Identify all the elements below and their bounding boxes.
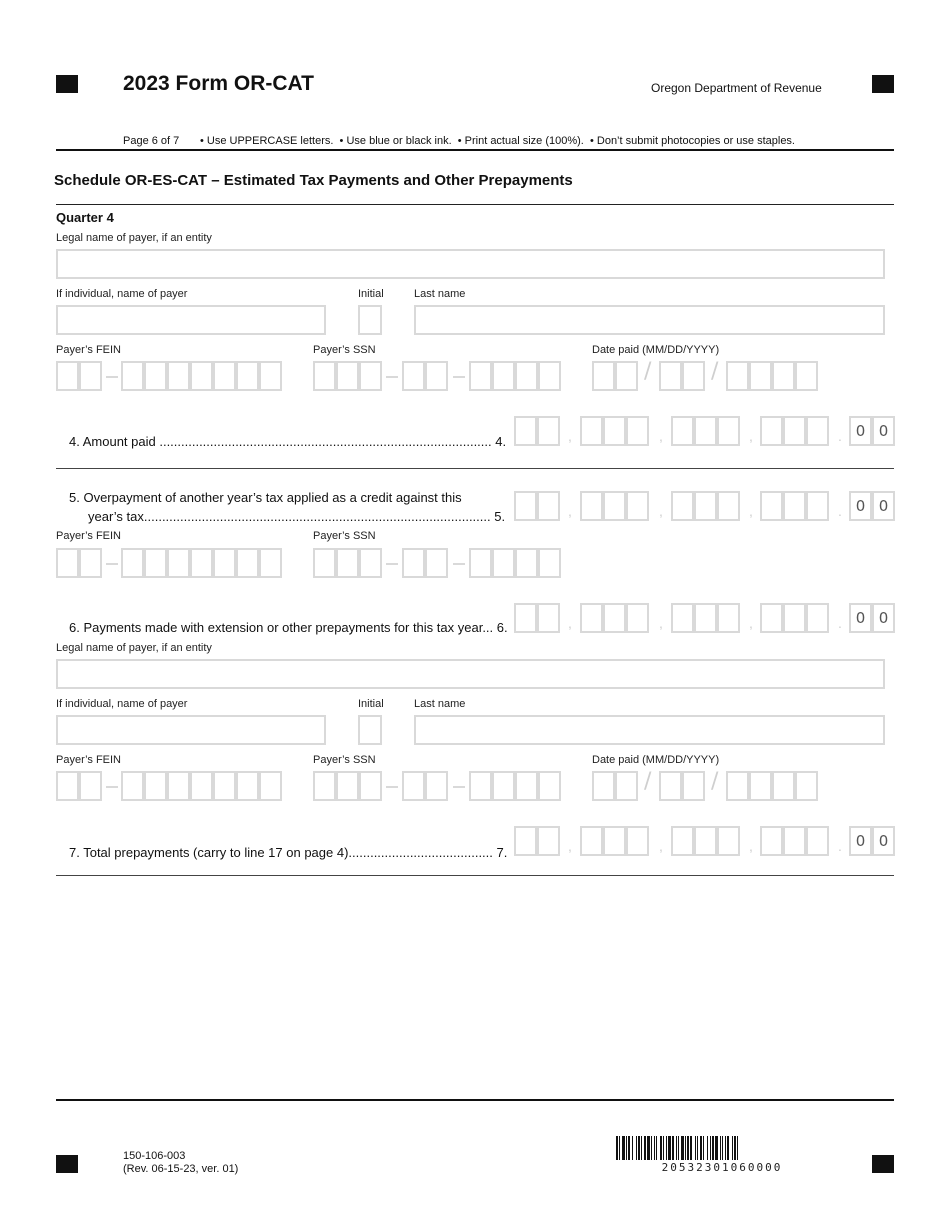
schedule-title: Schedule OR-ES-CAT – Estimated Tax Payments and Other Prepayments bbox=[54, 172, 573, 189]
individual-name-label: If individual, name of payer bbox=[56, 288, 188, 300]
barcode-bar bbox=[732, 1136, 733, 1160]
ssn-digit-box[interactable] bbox=[359, 548, 382, 578]
separator-dash bbox=[386, 786, 398, 788]
amount-digit-box[interactable] bbox=[514, 491, 537, 521]
barcode-bar bbox=[685, 1136, 686, 1160]
line-6-last-name-label: Last name bbox=[414, 698, 466, 710]
amount-digit-box[interactable] bbox=[694, 826, 717, 856]
registration-mark-bottom-left bbox=[56, 1155, 78, 1173]
barcode-bar bbox=[654, 1136, 655, 1160]
date-day-box[interactable] bbox=[682, 771, 705, 801]
cents-digit-box[interactable]: 0 bbox=[872, 603, 895, 633]
amount-digit-box[interactable] bbox=[717, 603, 740, 633]
thousands-separator: , bbox=[659, 838, 663, 854]
fein-digit-box[interactable] bbox=[121, 771, 144, 801]
amount-digit-box[interactable] bbox=[514, 603, 537, 633]
individual-name-field[interactable] bbox=[56, 305, 326, 335]
amount-digit-box[interactable] bbox=[760, 826, 783, 856]
line-6-individual-name-field[interactable] bbox=[56, 715, 326, 745]
fein-digit-box[interactable] bbox=[213, 361, 236, 391]
barcode-bar bbox=[737, 1136, 738, 1160]
separator-dash bbox=[386, 563, 398, 565]
date-year-box[interactable] bbox=[772, 361, 795, 391]
date-separator: / bbox=[644, 769, 652, 794]
barcode-bar bbox=[710, 1136, 711, 1160]
ssn-digit-box[interactable] bbox=[313, 771, 336, 801]
line-5-ssn-label: Payer’s SSN bbox=[313, 530, 376, 542]
thousands-separator: , bbox=[568, 838, 572, 854]
barcode-bar bbox=[632, 1136, 633, 1160]
barcode-bar bbox=[690, 1136, 692, 1160]
form-revision: (Rev. 06-15-23, ver. 01) bbox=[123, 1163, 239, 1175]
fein-digit-box[interactable] bbox=[79, 361, 102, 391]
decimal-point: . bbox=[838, 838, 842, 854]
barcode-bar bbox=[681, 1136, 684, 1160]
fein-digit-box[interactable] bbox=[144, 548, 167, 578]
line-5-label-2: year’s tax................................................................................................ 5. bbox=[88, 509, 506, 524]
barcode-bar bbox=[666, 1136, 667, 1160]
date-month-box[interactable] bbox=[615, 361, 638, 391]
ssn-digit-box[interactable] bbox=[336, 548, 359, 578]
separator-dash bbox=[453, 376, 465, 378]
amount-digit-box[interactable] bbox=[626, 826, 649, 856]
fein-digit-box[interactable] bbox=[213, 771, 236, 801]
barcode-bar bbox=[619, 1136, 620, 1160]
date-day-box[interactable] bbox=[659, 361, 682, 391]
separator-dash bbox=[106, 376, 118, 378]
barcode-bar bbox=[712, 1136, 714, 1160]
ssn-digit-box[interactable] bbox=[425, 771, 448, 801]
fein-digit-box[interactable] bbox=[144, 361, 167, 391]
amount-digit-box[interactable] bbox=[537, 603, 560, 633]
barcode-bar bbox=[703, 1136, 704, 1160]
date-paid-label: Date paid (MM/DD/YYYY) bbox=[592, 344, 720, 356]
amount-digit-box[interactable] bbox=[760, 603, 783, 633]
line-6-last-name-field[interactable] bbox=[414, 715, 885, 745]
barcode-bar bbox=[647, 1136, 650, 1160]
agency-name: Oregon Department of Revenue bbox=[651, 81, 822, 95]
fein-digit-box[interactable] bbox=[167, 361, 190, 391]
ssn-digit-box[interactable] bbox=[492, 771, 515, 801]
thousands-separator: , bbox=[659, 503, 663, 519]
ssn-digit-box[interactable] bbox=[313, 361, 336, 391]
barcode-bar bbox=[641, 1136, 642, 1160]
ssn-digit-box[interactable] bbox=[359, 771, 382, 801]
amount-digit-box[interactable] bbox=[603, 416, 626, 446]
barcode-bar bbox=[720, 1136, 721, 1160]
cents-digit-box[interactable]: 0 bbox=[872, 491, 895, 521]
amount-digit-box[interactable] bbox=[580, 603, 603, 633]
ssn-digit-box[interactable] bbox=[469, 548, 492, 578]
fein-digit-box[interactable] bbox=[213, 548, 236, 578]
ssn-digit-box[interactable] bbox=[515, 548, 538, 578]
ssn-digit-box[interactable] bbox=[336, 771, 359, 801]
amount-digit-box[interactable] bbox=[537, 826, 560, 856]
ssn-digit-box[interactable] bbox=[515, 771, 538, 801]
fein-digit-box[interactable] bbox=[190, 771, 213, 801]
quarter-heading: Quarter 4 bbox=[56, 210, 114, 225]
amount-digit-box[interactable] bbox=[806, 603, 829, 633]
fein-digit-box[interactable] bbox=[56, 548, 79, 578]
amount-digit-box[interactable] bbox=[603, 826, 626, 856]
amount-digit-box[interactable] bbox=[694, 491, 717, 521]
last-name-field[interactable] bbox=[414, 305, 885, 335]
fein-digit-box[interactable] bbox=[190, 548, 213, 578]
amount-digit-box[interactable] bbox=[783, 416, 806, 446]
cents-digit-box[interactable]: 0 bbox=[849, 826, 872, 856]
thousands-separator: , bbox=[749, 838, 753, 854]
barcode-bar bbox=[644, 1136, 646, 1160]
barcode-bar bbox=[636, 1136, 637, 1160]
barcode-bar bbox=[725, 1136, 726, 1160]
barcode-bar bbox=[628, 1136, 630, 1160]
separator-dash bbox=[453, 786, 465, 788]
barcode-bar bbox=[676, 1136, 677, 1160]
barcode-bar bbox=[616, 1136, 618, 1160]
decimal-point: . bbox=[838, 615, 842, 631]
barcode-image bbox=[616, 1136, 828, 1160]
thousands-separator: , bbox=[749, 615, 753, 631]
separator-dash bbox=[106, 786, 118, 788]
line-6-legal-name-field[interactable] bbox=[56, 659, 885, 689]
line-4-rule bbox=[56, 468, 894, 469]
amount-digit-box[interactable] bbox=[806, 826, 829, 856]
date-year-box[interactable] bbox=[772, 771, 795, 801]
amount-digit-box[interactable] bbox=[783, 603, 806, 633]
barcode-bar bbox=[663, 1136, 664, 1160]
thousands-separator: , bbox=[659, 428, 663, 444]
registration-mark-top-left bbox=[56, 75, 78, 93]
barcode-bar bbox=[651, 1136, 652, 1160]
registration-mark-top-right bbox=[872, 75, 894, 93]
ssn-digit-box[interactable] bbox=[425, 361, 448, 391]
barcode-bar bbox=[727, 1136, 729, 1160]
ssn-digit-box[interactable] bbox=[402, 771, 425, 801]
barcode-bar bbox=[622, 1136, 625, 1160]
separator-dash bbox=[453, 563, 465, 565]
thousands-separator: , bbox=[568, 428, 572, 444]
cents-digit-box[interactable]: 0 bbox=[872, 826, 895, 856]
fein-digit-box[interactable] bbox=[167, 771, 190, 801]
ssn-digit-box[interactable] bbox=[469, 771, 492, 801]
amount-digit-box[interactable] bbox=[694, 603, 717, 633]
ssn-digit-box[interactable] bbox=[402, 361, 425, 391]
ssn-digit-box[interactable] bbox=[492, 361, 515, 391]
amount-digit-box[interactable] bbox=[580, 416, 603, 446]
line-6-initial-field[interactable] bbox=[358, 715, 382, 745]
date-separator: / bbox=[644, 359, 652, 384]
line-6-date-paid-label: Date paid (MM/DD/YYYY) bbox=[592, 754, 720, 766]
barcode-bar bbox=[722, 1136, 723, 1160]
barcode-bar bbox=[626, 1136, 627, 1160]
amount-digit-box[interactable] bbox=[580, 491, 603, 521]
fein-digit-box[interactable] bbox=[167, 548, 190, 578]
amount-digit-box[interactable] bbox=[514, 416, 537, 446]
line-7-label: 7. Total prepayments (carry to line 17 on page 4)........................................ 7. bbox=[69, 845, 508, 860]
amount-digit-box[interactable] bbox=[671, 826, 694, 856]
line-6-label: 6. Payments made with extension or other prepayments for this tax year... 6. bbox=[69, 620, 508, 635]
fein-digit-box[interactable] bbox=[56, 771, 79, 801]
barcode-bar bbox=[707, 1136, 708, 1160]
date-separator: / bbox=[711, 359, 719, 384]
fein-digit-box[interactable] bbox=[259, 361, 282, 391]
barcode-bar bbox=[672, 1136, 674, 1160]
line-4-label: 4. Amount paid ............................................................................................ 4. bbox=[69, 434, 507, 449]
amount-digit-box[interactable] bbox=[783, 826, 806, 856]
line-7-rule bbox=[56, 875, 894, 876]
fein-digit-box[interactable] bbox=[236, 771, 259, 801]
amount-digit-box[interactable] bbox=[626, 416, 649, 446]
thousands-separator: , bbox=[749, 428, 753, 444]
ssn-digit-box[interactable] bbox=[313, 548, 336, 578]
date-month-box[interactable] bbox=[592, 771, 615, 801]
amount-digit-box[interactable] bbox=[806, 416, 829, 446]
date-separator: / bbox=[711, 769, 719, 794]
date-day-box[interactable] bbox=[659, 771, 682, 801]
cents-digit-box[interactable]: 0 bbox=[849, 491, 872, 521]
cents-digit-box[interactable]: 0 bbox=[872, 416, 895, 446]
barcode-bar bbox=[715, 1136, 718, 1160]
amount-digit-box[interactable] bbox=[717, 416, 740, 446]
barcode-bar bbox=[695, 1136, 696, 1160]
amount-digit-box[interactable] bbox=[717, 491, 740, 521]
decimal-point: . bbox=[838, 503, 842, 519]
barcode-bar bbox=[734, 1136, 736, 1160]
initial-label: Initial bbox=[358, 288, 384, 300]
line-6-fein-label: Payer’s FEIN bbox=[56, 754, 122, 766]
instructions: • Use UPPERCASE letters. • Use blue or black ink. • Print actual size (100%). • Don’t submit photocopies or use staples. bbox=[200, 135, 795, 147]
ssn-digit-box[interactable] bbox=[359, 361, 382, 391]
amount-digit-box[interactable] bbox=[671, 603, 694, 633]
amount-digit-box[interactable] bbox=[671, 416, 694, 446]
barcode-bar bbox=[660, 1136, 662, 1160]
amount-digit-box[interactable] bbox=[580, 826, 603, 856]
amount-digit-box[interactable] bbox=[603, 603, 626, 633]
ssn-digit-box[interactable] bbox=[469, 361, 492, 391]
barcode-bar bbox=[687, 1136, 689, 1160]
amount-digit-box[interactable] bbox=[694, 416, 717, 446]
cents-digit-box[interactable]: 0 bbox=[849, 416, 872, 446]
fein-digit-box[interactable] bbox=[259, 548, 282, 578]
ssn-digit-box[interactable] bbox=[538, 548, 561, 578]
thousands-separator: , bbox=[749, 503, 753, 519]
schedule-rule bbox=[56, 204, 894, 205]
fein-digit-box[interactable] bbox=[259, 771, 282, 801]
fein-label: Payer’s FEIN bbox=[56, 344, 122, 356]
header-rule bbox=[56, 149, 894, 151]
fein-digit-box[interactable] bbox=[79, 548, 102, 578]
fein-digit-box[interactable] bbox=[236, 548, 259, 578]
thousands-separator: , bbox=[568, 615, 572, 631]
page-info: Page 6 of 7 bbox=[123, 135, 180, 147]
legal-name-label: Legal name of payer, if an entity bbox=[56, 232, 212, 244]
separator-dash bbox=[106, 563, 118, 565]
date-month-box[interactable] bbox=[615, 771, 638, 801]
amount-digit-box[interactable] bbox=[671, 491, 694, 521]
date-year-box[interactable] bbox=[795, 361, 818, 391]
amount-digit-box[interactable] bbox=[626, 603, 649, 633]
legal-name-field[interactable] bbox=[56, 249, 885, 279]
date-year-box[interactable] bbox=[726, 771, 749, 801]
last-name-label: Last name bbox=[414, 288, 466, 300]
initial-field[interactable] bbox=[358, 305, 382, 335]
amount-digit-box[interactable] bbox=[783, 491, 806, 521]
ssn-digit-box[interactable] bbox=[538, 771, 561, 801]
barcode-bar bbox=[638, 1136, 640, 1160]
line-5-label-1: 5. Overpayment of another year’s tax applied as a credit against this bbox=[69, 490, 462, 505]
line-6-individual-name-label: If individual, name of payer bbox=[56, 698, 188, 710]
amount-digit-box[interactable] bbox=[603, 491, 626, 521]
amount-digit-box[interactable] bbox=[806, 491, 829, 521]
barcode-bar bbox=[678, 1136, 679, 1160]
amount-digit-box[interactable] bbox=[760, 491, 783, 521]
barcode-bar bbox=[656, 1136, 657, 1160]
thousands-separator: , bbox=[659, 615, 663, 631]
barcode-bar bbox=[700, 1136, 702, 1160]
date-month-box[interactable] bbox=[592, 361, 615, 391]
fein-digit-box[interactable] bbox=[144, 771, 167, 801]
amount-digit-box[interactable] bbox=[760, 416, 783, 446]
form-title: 2023 Form OR-CAT bbox=[123, 72, 314, 95]
registration-mark-bottom-right bbox=[872, 1155, 894, 1173]
form-number: 150-106-003 bbox=[123, 1150, 186, 1162]
ssn-digit-box[interactable] bbox=[515, 361, 538, 391]
barcode-bar bbox=[668, 1136, 671, 1160]
ssn-digit-box[interactable] bbox=[425, 548, 448, 578]
cents-digit-box[interactable]: 0 bbox=[849, 603, 872, 633]
amount-digit-box[interactable] bbox=[514, 826, 537, 856]
fein-digit-box[interactable] bbox=[236, 361, 259, 391]
decimal-point: . bbox=[838, 428, 842, 444]
fein-digit-box[interactable] bbox=[56, 361, 79, 391]
date-year-box[interactable] bbox=[795, 771, 818, 801]
line-6-initial-label: Initial bbox=[358, 698, 384, 710]
amount-digit-box[interactable] bbox=[537, 491, 560, 521]
line-6-legal-name-label: Legal name of payer, if an entity bbox=[56, 642, 212, 654]
amount-digit-box[interactable] bbox=[626, 491, 649, 521]
ssn-digit-box[interactable] bbox=[538, 361, 561, 391]
ssn-digit-box[interactable] bbox=[336, 361, 359, 391]
separator-dash bbox=[386, 376, 398, 378]
fein-digit-box[interactable] bbox=[79, 771, 102, 801]
fein-digit-box[interactable] bbox=[190, 361, 213, 391]
barcode-number: 20532301060000 bbox=[661, 1161, 783, 1174]
thousands-separator: , bbox=[568, 503, 572, 519]
ssn-digit-box[interactable] bbox=[402, 548, 425, 578]
barcode-bar bbox=[697, 1136, 698, 1160]
fein-digit-box[interactable] bbox=[121, 361, 144, 391]
amount-digit-box[interactable] bbox=[717, 826, 740, 856]
date-day-box[interactable] bbox=[682, 361, 705, 391]
amount-digit-box[interactable] bbox=[537, 416, 560, 446]
fein-digit-box[interactable] bbox=[121, 548, 144, 578]
ssn-label: Payer’s SSN bbox=[313, 344, 376, 356]
footer-rule bbox=[56, 1099, 894, 1101]
date-year-box[interactable] bbox=[749, 361, 772, 391]
line-6-ssn-label: Payer’s SSN bbox=[313, 754, 376, 766]
line-5-fein-label: Payer’s FEIN bbox=[56, 530, 122, 542]
date-year-box[interactable] bbox=[749, 771, 772, 801]
ssn-digit-box[interactable] bbox=[492, 548, 515, 578]
date-year-box[interactable] bbox=[726, 361, 749, 391]
